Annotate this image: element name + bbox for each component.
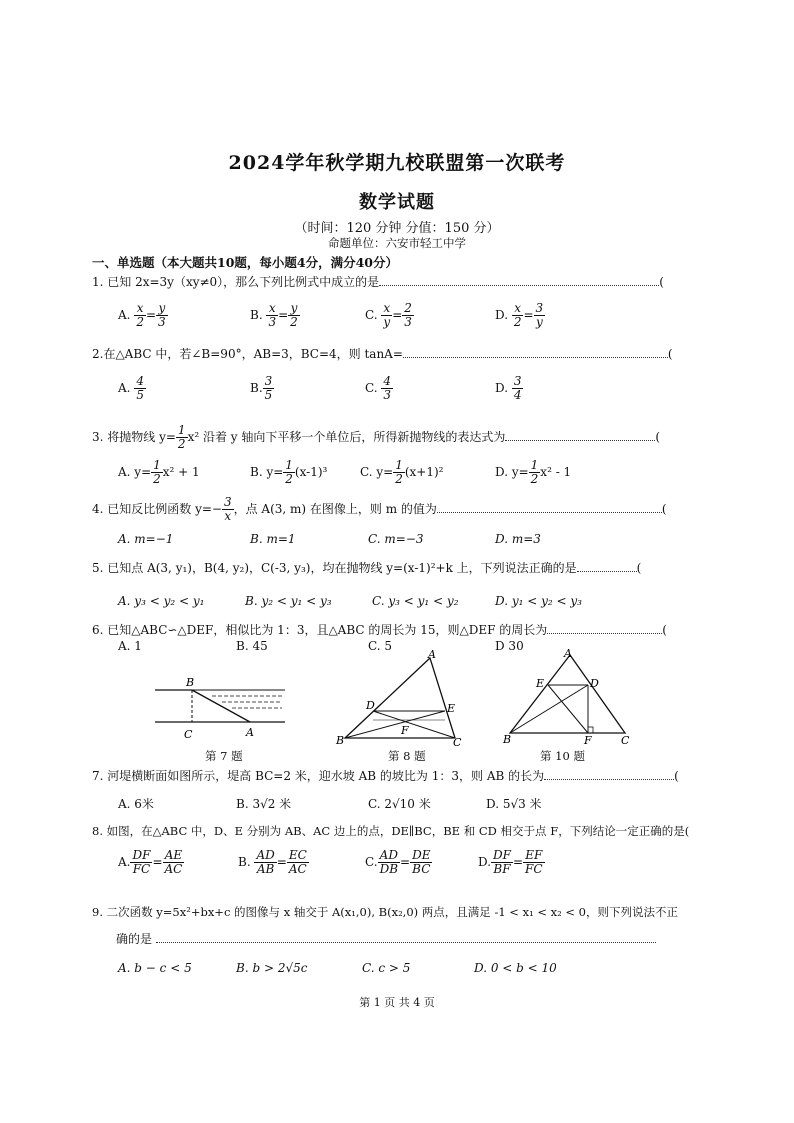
q2-option-d[interactable]: D. $\frac{3}{4}$	[495, 374, 522, 402]
question-6-stem: 6. 已知△ABC∽△DEF，相似比为 1：3，且△ABC 的周长为 15，则△DEF 的周长为 (	[92, 623, 667, 637]
fig10-label-f: F	[584, 734, 592, 747]
fig8-label-a: A	[428, 650, 436, 661]
q7-option-c[interactable]: C. 2√10 米	[368, 797, 431, 811]
q3-option-b[interactable]: B. y= $\frac{1}{2}$ (x-1)³	[250, 458, 328, 486]
question-8-stem: 8. 如图，在△ABC 中，D、E 分别为 AB、AC 边上的点，DE∥BC，BE 和 CD 相交于点 F，下列结论一定正确的是(	[92, 824, 690, 838]
q1-option-b[interactable]: B. $\frac{x}{3}$ = $\frac{y}{2}$	[250, 301, 298, 329]
fig10-label-e: E	[536, 677, 545, 690]
fig8-label-b: B	[336, 734, 345, 747]
fig10-label-c: C	[621, 734, 630, 747]
q6-option-c[interactable]: C. 5	[368, 639, 393, 653]
question-2-stem: 2.在△ABC 中，若∠B=90°，AB=3，BC=4，则 tanA= (	[92, 347, 673, 361]
figure-10-caption: 第 10 题	[540, 749, 585, 763]
q9-option-d[interactable]: D. 0 < b < 10	[474, 961, 557, 975]
exam-meta: （时间：120 分钟 分值：150 分）	[294, 221, 500, 236]
q7-option-b[interactable]: B. 3√2 米	[236, 797, 292, 811]
question-9-stem: 9. 二次函数 y=5x²+bx+c 的图像与 x 轴交于 A(x₁,0), B(x₂,0) 两点，且满足 -1 < x₁ < x₂ < 0，则下列说法不正	[92, 905, 679, 919]
q8-option-a[interactable]: A. $\frac{DF}{FC}$ = $\frac{AE}{AC}$	[118, 848, 183, 876]
exam-title: 2024学年秋学期九校联盟第一次联考	[228, 152, 566, 174]
q1-option-c[interactable]: C. $\frac{x}{y}$ = $\frac{2}{3}$	[365, 301, 412, 329]
fig8-label-e: E	[447, 702, 456, 715]
q5-option-c[interactable]: C. y₃ < y₁ < y₂	[372, 594, 459, 608]
answer-dots	[544, 769, 674, 780]
q6-option-a[interactable]: A. 1	[118, 639, 142, 653]
answer-dots	[156, 932, 656, 943]
question-5-stem: 5. 已知点 A(3, y₁)，B(4, y₂)，C(-3, y₃)，均在抛物线 y=(x-1)²+k 上，下列说法正确的是 (	[92, 561, 642, 575]
q7-option-a[interactable]: A. 6米	[118, 797, 154, 811]
question-7-stem: 7. 河堤横断面如图所示，堤高 BC=2 米，迎水坡 AB 的坡比为 1：3，则 AB 的长为 (	[92, 769, 679, 783]
q9-option-b[interactable]: B. b > 2√5c	[236, 961, 308, 975]
fig10-label-d: D	[590, 677, 599, 690]
fig8-label-f: F	[401, 724, 409, 737]
q3-option-d[interactable]: D. y= $\frac{1}{2}$ x² - 1	[495, 458, 572, 486]
q4-option-d[interactable]: D. m=3	[495, 532, 541, 546]
q5-option-a[interactable]: A. y₃ < y₂ < y₁	[118, 594, 205, 608]
q6-option-b[interactable]: B. 45	[236, 639, 268, 653]
q8-option-d[interactable]: D. $\frac{DF}{BF}$ = $\frac{EF}{FC}$	[478, 848, 543, 876]
q2-option-b[interactable]: B. $\frac{3}{5}$	[250, 374, 273, 402]
fig10-label-b: B	[503, 733, 512, 746]
figure-8-diagram	[333, 650, 468, 750]
answer-dots	[547, 623, 662, 634]
figure-7-diagram	[150, 672, 295, 747]
fig7-label-c: C	[184, 728, 193, 741]
q3-option-a[interactable]: A. y= $\frac{1}{2}$ x² + 1	[118, 458, 200, 486]
section-heading: 一、单选题（本大题共10题，每小题4分，满分40分）	[92, 255, 398, 270]
page-footer: 第 1 页 共 4 页	[359, 996, 435, 1009]
q2-option-a[interactable]: A. $\frac{4}{5}$	[118, 374, 144, 402]
question-3-stem: 3. 将抛物线 y= $\frac{1}{2}$ x² 沿着 y 轴向下平移一个单位后，所得新抛物线的表达式为 (	[92, 423, 661, 451]
q1-option-d[interactable]: D. $\frac{x}{2}$ = $\frac{3}{y}$	[495, 301, 544, 329]
exam-subtitle: 数学试题	[359, 192, 435, 213]
q5-option-d[interactable]: D. y₁ < y₂ < y₃	[495, 594, 582, 608]
question-4-stem: 4. 已知反比例函数 y=− $\frac{3}{x}$ ，点 A(3, m) 在图像上，则 m 的值为 (	[92, 495, 667, 523]
answer-dots	[403, 347, 668, 358]
q2-option-c[interactable]: C. $\frac{4}{3}$	[365, 374, 392, 402]
q9-option-c[interactable]: C. c > 5	[362, 961, 411, 975]
q4-option-c[interactable]: C. m=−3	[368, 532, 424, 546]
fig7-label-a: A	[246, 726, 254, 739]
answer-dots	[437, 502, 662, 513]
q4-option-a[interactable]: A. m=−1	[118, 532, 174, 546]
answer-dots	[505, 430, 655, 441]
fig10-label-a: A	[564, 647, 572, 660]
figure-8-caption: 第 8 题	[388, 749, 426, 763]
q9-option-a[interactable]: A. b − c < 5	[118, 961, 192, 975]
q8-option-c[interactable]: C. $\frac{AD}{DB}$ = $\frac{DE}{BC}$	[365, 848, 431, 876]
q5-option-b[interactable]: B. y₂ < y₁ < y₃	[245, 594, 332, 608]
answer-dots	[577, 561, 637, 572]
fig8-label-c: C	[453, 736, 462, 749]
question-9-stem-cont: 确的是	[116, 930, 656, 947]
exam-unit: 命题单位：六安市轻工中学	[328, 236, 466, 250]
figure-7-caption: 第 7 题	[205, 749, 243, 763]
question-1-stem: 1. 已知 2x=3y（xy≠0），那么下列比例式中成立的是 (	[92, 275, 664, 289]
q1-option-a[interactable]: A. $\frac{x}{2}$ = $\frac{y}{3}$	[118, 301, 166, 329]
q8-option-b[interactable]: B. $\frac{AD}{AB}$ = $\frac{EC}{AC}$	[238, 848, 307, 876]
q6-option-d[interactable]: D 30	[495, 639, 524, 653]
answer-dots	[379, 275, 659, 286]
q4-option-b[interactable]: B. m=1	[250, 532, 296, 546]
q7-option-d[interactable]: D. 5√3 米	[486, 797, 542, 811]
q3-option-c[interactable]: C. y= $\frac{1}{2}$ (x+1)²	[360, 458, 444, 486]
figure-10-diagram	[500, 645, 640, 747]
fig7-label-b: B	[186, 676, 195, 689]
fig8-label-d: D	[366, 699, 375, 712]
